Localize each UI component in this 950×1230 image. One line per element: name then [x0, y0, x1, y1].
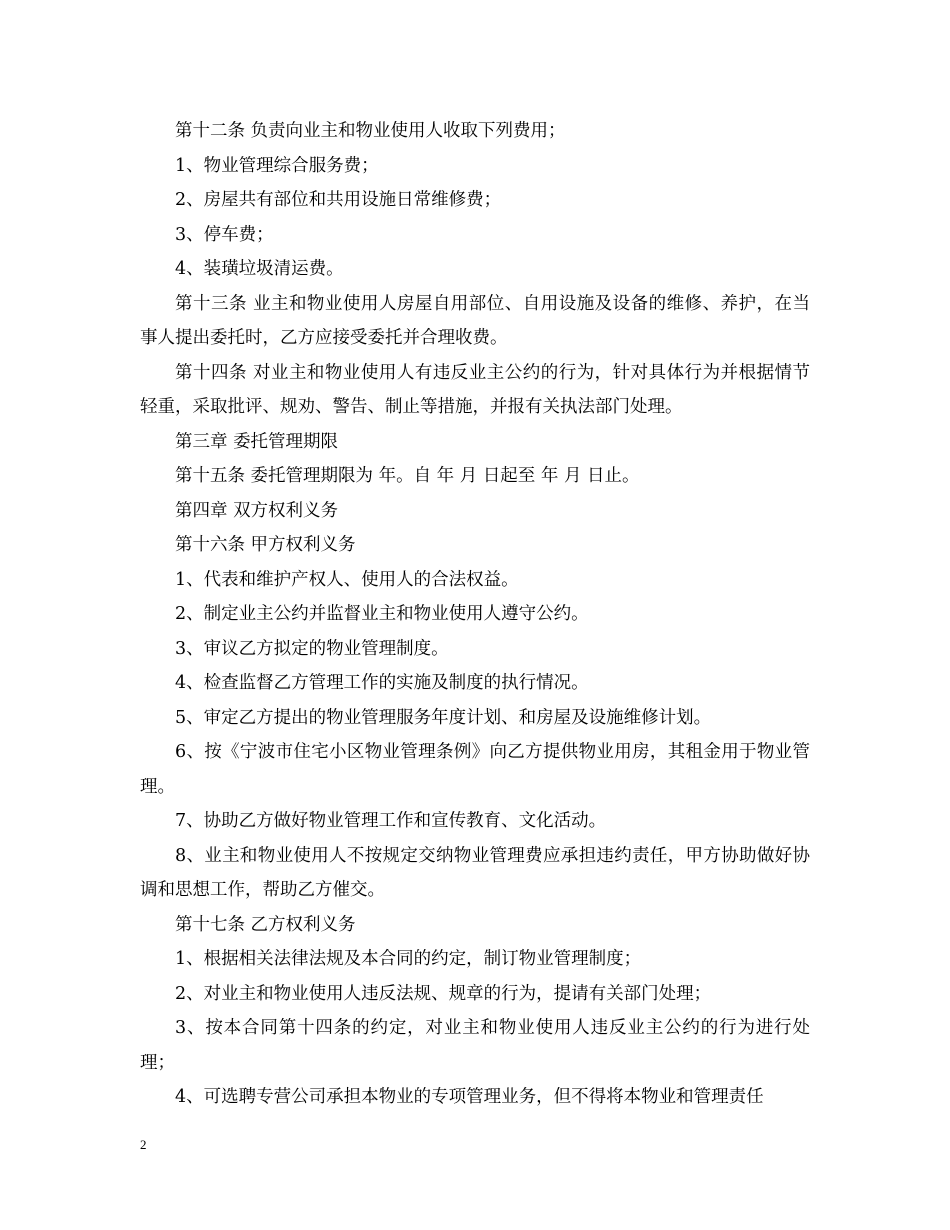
paragraph: 第十五条 委托管理期限为 年。自 年 月 日起至 年 月 日止。: [175, 466, 640, 486]
paragraph: 2、房屋共有部位和共用设施日常维修费；: [175, 190, 502, 210]
paragraph: 4、可选聘专营公司承担本物业的专项管理业务，但不得将本物业和管理责任: [175, 1087, 764, 1107]
article-heading: 第十七条 乙方权利义务: [175, 914, 356, 935]
article-heading: 第十六条 甲方权利义务: [175, 535, 356, 555]
paragraph: 8、业主和物业使用人不按规定交纳物业管理费应承担违约责任，甲方协助做好协调和思想工作，帮助乙方催交。: [140, 845, 810, 900]
paragraph: 7、协助乙方做好物业管理工作和宣传教育、文化活动。: [175, 811, 607, 831]
paragraph: 3、审议乙方拟定的物业管理制度。: [175, 638, 449, 659]
paragraph: 3、停车费；: [175, 224, 274, 245]
chapter-heading: 第三章 委托管理期限: [175, 431, 339, 452]
paragraph: 1、根据相关法律法规及本合同的约定，制订物业管理制度；: [175, 949, 642, 969]
paragraph: 第十二条 负责向业主和物业使用人收取下列费用；: [175, 121, 566, 141]
chapter-heading: 第四章 双方权利义务: [175, 500, 339, 521]
paragraph: 3、按本合同第十四条的约定，对业主和物业使用人违反业主公约的行为进行处理；: [140, 1018, 810, 1073]
paragraph: 6、按《宁波市住宅小区物业管理条例》向乙方提供物业用房，其租金用于物业管理。: [140, 742, 810, 797]
paragraph: 2、对业主和物业使用人违反法规、规章的行为，提请有关部门处理；: [175, 983, 712, 1004]
paragraph: 1、物业管理综合服务费；: [175, 155, 379, 176]
paragraph: 1、代表和维护产权人、使用人的合法权益。: [175, 569, 519, 590]
paragraph: 第十三条 业主和物业使用人房屋自用部位、自用设施及设备的维修、养护，在当事人提出委托时，乙方应接受委托并合理收费。: [140, 293, 810, 348]
paragraph: 4、检查监督乙方管理工作的实施及制度的执行情况。: [175, 673, 589, 693]
paragraph: 4、装璜垃圾清运费。: [175, 259, 344, 279]
paragraph: 5、审定乙方提出的物业管理服务年度计划、和房屋及设施维修计划。: [175, 707, 712, 728]
paragraph: 2、制定业主公约并监督业主和物业使用人遵守公约。: [175, 604, 589, 624]
paragraph: 第十四条 对业主和物业使用人有违反业主公约的行为，针对具体行为并根据情节轻重，采取批评、规劝、警告、制止等措施，并报有关执法部门处理。: [140, 362, 810, 417]
page-number: 2: [140, 1137, 147, 1152]
document-body: [140, 114, 810, 1115]
